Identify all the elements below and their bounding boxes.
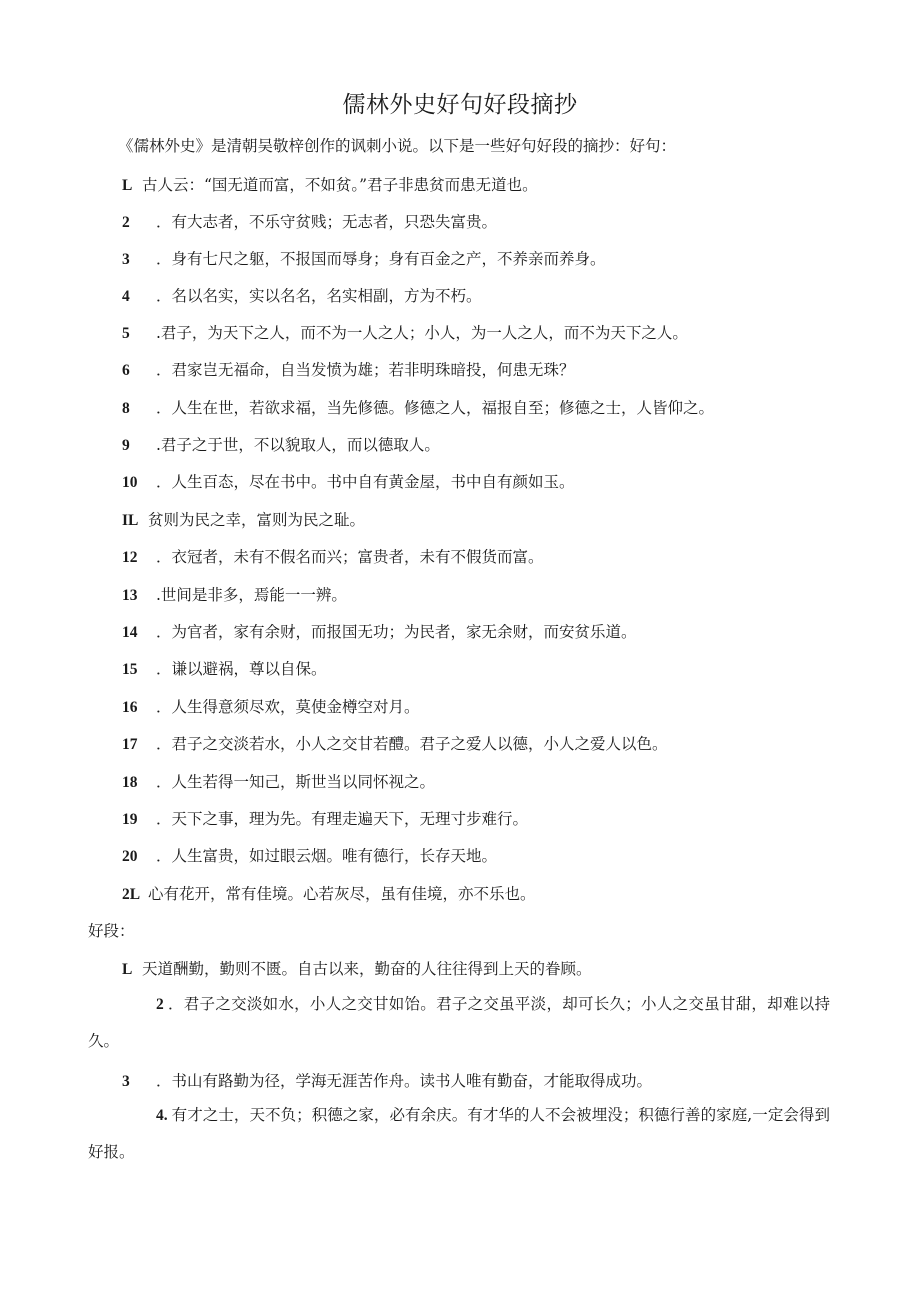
sentence-text: ．衣冠者，未有不假名而兴；富贵者，未有不假货而富。 [156, 548, 544, 566]
sentence-number: 8 [122, 400, 130, 417]
sentence-number: 12 [122, 549, 138, 566]
sentence-item [122, 657, 842, 679]
sentence-item [122, 732, 842, 754]
sentence-text: ．君家岂无福命，自当发愤为雄；若非明珠暗投，何患无珠？ [156, 361, 575, 379]
sentence-text: ．天下之事，理为先。有理走遍天下，无理寸步难行。 [156, 810, 529, 828]
sentence-item [122, 844, 842, 866]
sentence-item [122, 358, 842, 380]
sentence-number: 17 [122, 736, 138, 753]
intro-text: 《儒林外史》是清朝吴敬梓创作的讽刺小说。以下是一些好句好段的摘抄：好句： [118, 137, 677, 155]
paragraph-number: 2 [156, 996, 164, 1013]
sentence-item [122, 433, 842, 455]
sentence-item [122, 284, 842, 306]
paragraph-number: 4. [156, 1107, 168, 1124]
paragraph-item [88, 986, 830, 1060]
sentence-number: 15 [122, 661, 138, 678]
sentence-item [122, 695, 842, 717]
sentence-item [122, 545, 842, 567]
sentence-text: ．身有七尺之躯，不报国而辱身；身有百金之产，不养亲而养身。 [156, 250, 606, 268]
sentence-item [122, 882, 842, 904]
sentence-text: .君子之于世，不以貌取人，而以德取人。 [156, 436, 440, 454]
sentence-text: 心有花开，常有佳境。心若灰尽，虽有佳境，亦不乐也。 [148, 885, 536, 903]
sentence-text: ．为官者，家有余财，而报国无功；为民者，家无余财，而安贫乐道。 [156, 623, 637, 641]
paragraph-number: L [122, 961, 133, 978]
sentence-item [122, 173, 842, 195]
sentence-number: L [122, 177, 133, 194]
paragraphs-label: 好段： [88, 922, 135, 940]
paragraph-text: ．书山有路勤为径，学海无涯苦作舟。读书人唯有勤奋，才能取得成功。 [156, 1072, 653, 1090]
sentence-text: 古人云：“国无道而富，不如贫。”君子非患贫而患无道也。 [142, 176, 538, 194]
sentence-text: 贫则为民之幸，富则为民之耻。 [148, 511, 366, 529]
sentence-text: ．名以名实，实以名名，名实相副，方为不朽。 [156, 287, 482, 305]
sentence-text: ．有大志者，不乐守贫贱；无志者，只恐失富贵。 [156, 213, 498, 231]
sentence-item [122, 210, 842, 232]
sentence-number: 3 [122, 251, 130, 268]
sentence-number: 18 [122, 774, 138, 791]
sentence-number: 19 [122, 811, 138, 828]
paragraph-text: 有才之士，天不负；积德之家，必有余庆。有才华的人不会被埋没；积德行善的家庭,一定会得到好报。 [88, 1106, 830, 1161]
sentence-text: ．人生得意须尽欢，莫使金樽空对月。 [156, 698, 420, 716]
document-title: 儒林外史好句好段摘抄 [342, 92, 578, 118]
sentence-number: 10 [122, 474, 138, 491]
sentence-item [122, 470, 842, 492]
sentence-item [122, 807, 842, 829]
sentence-number: 6 [122, 362, 130, 379]
sentence-text: ．人生若得一知己，斯世当以同怀视之。 [156, 773, 436, 791]
sentence-item [122, 396, 842, 418]
sentence-number: IL [122, 512, 139, 529]
sentence-text: .君子，为天下之人，而不为一人之人；小人，为一人之人，而不为天下之人。 [156, 324, 688, 342]
sentence-number: 13 [122, 587, 138, 604]
sentence-item [122, 247, 842, 269]
sentence-text: .世间是非多，焉能一一辨。 [156, 586, 347, 604]
sentence-text: ．人生在世，若欲求福，当先修德。修德之人，福报自至；修德之士，人皆仰之。 [156, 399, 715, 417]
sentence-number: 9 [122, 437, 130, 454]
sentence-item [122, 321, 842, 343]
paragraph-text: 天道酬勤，勤则不匮。自古以来，勤奋的人往往得到上天的眷顾。 [142, 960, 592, 978]
sentence-number: 20 [122, 848, 138, 865]
sentence-text: ．谦以避祸，尊以自保。 [156, 660, 327, 678]
sentence-item [122, 508, 842, 530]
paragraph-item [122, 957, 842, 979]
sentence-number: 5 [122, 325, 130, 342]
sentence-number: 16 [122, 699, 138, 716]
sentence-number: 2 [122, 214, 130, 231]
paragraph-item [88, 1097, 830, 1171]
sentence-item [122, 620, 842, 642]
sentence-text: ．人生百态，尽在书中。书中自有黄金屋，书中自有颜如玉。 [156, 473, 575, 491]
sentence-number: 14 [122, 624, 138, 641]
sentence-text: ．人生富贵，如过眼云烟。唯有德行，长存天地。 [156, 847, 498, 865]
paragraph-item [122, 1069, 842, 1091]
sentence-item [122, 583, 842, 605]
paragraph-number: 3 [122, 1073, 130, 1090]
sentence-item [122, 770, 842, 792]
sentence-number: 2L [122, 886, 141, 903]
sentence-number: 4 [122, 288, 130, 305]
sentence-text: ．君子之交淡若水，小人之交甘若醴。君子之爱人以德，小人之爱人以色。 [156, 735, 668, 753]
paragraph-text: ．君子之交淡如水，小人之交甘如饴。君子之交虽平淡，却可长久；小人之交虽甘甜，却难以持久。 [88, 995, 830, 1050]
